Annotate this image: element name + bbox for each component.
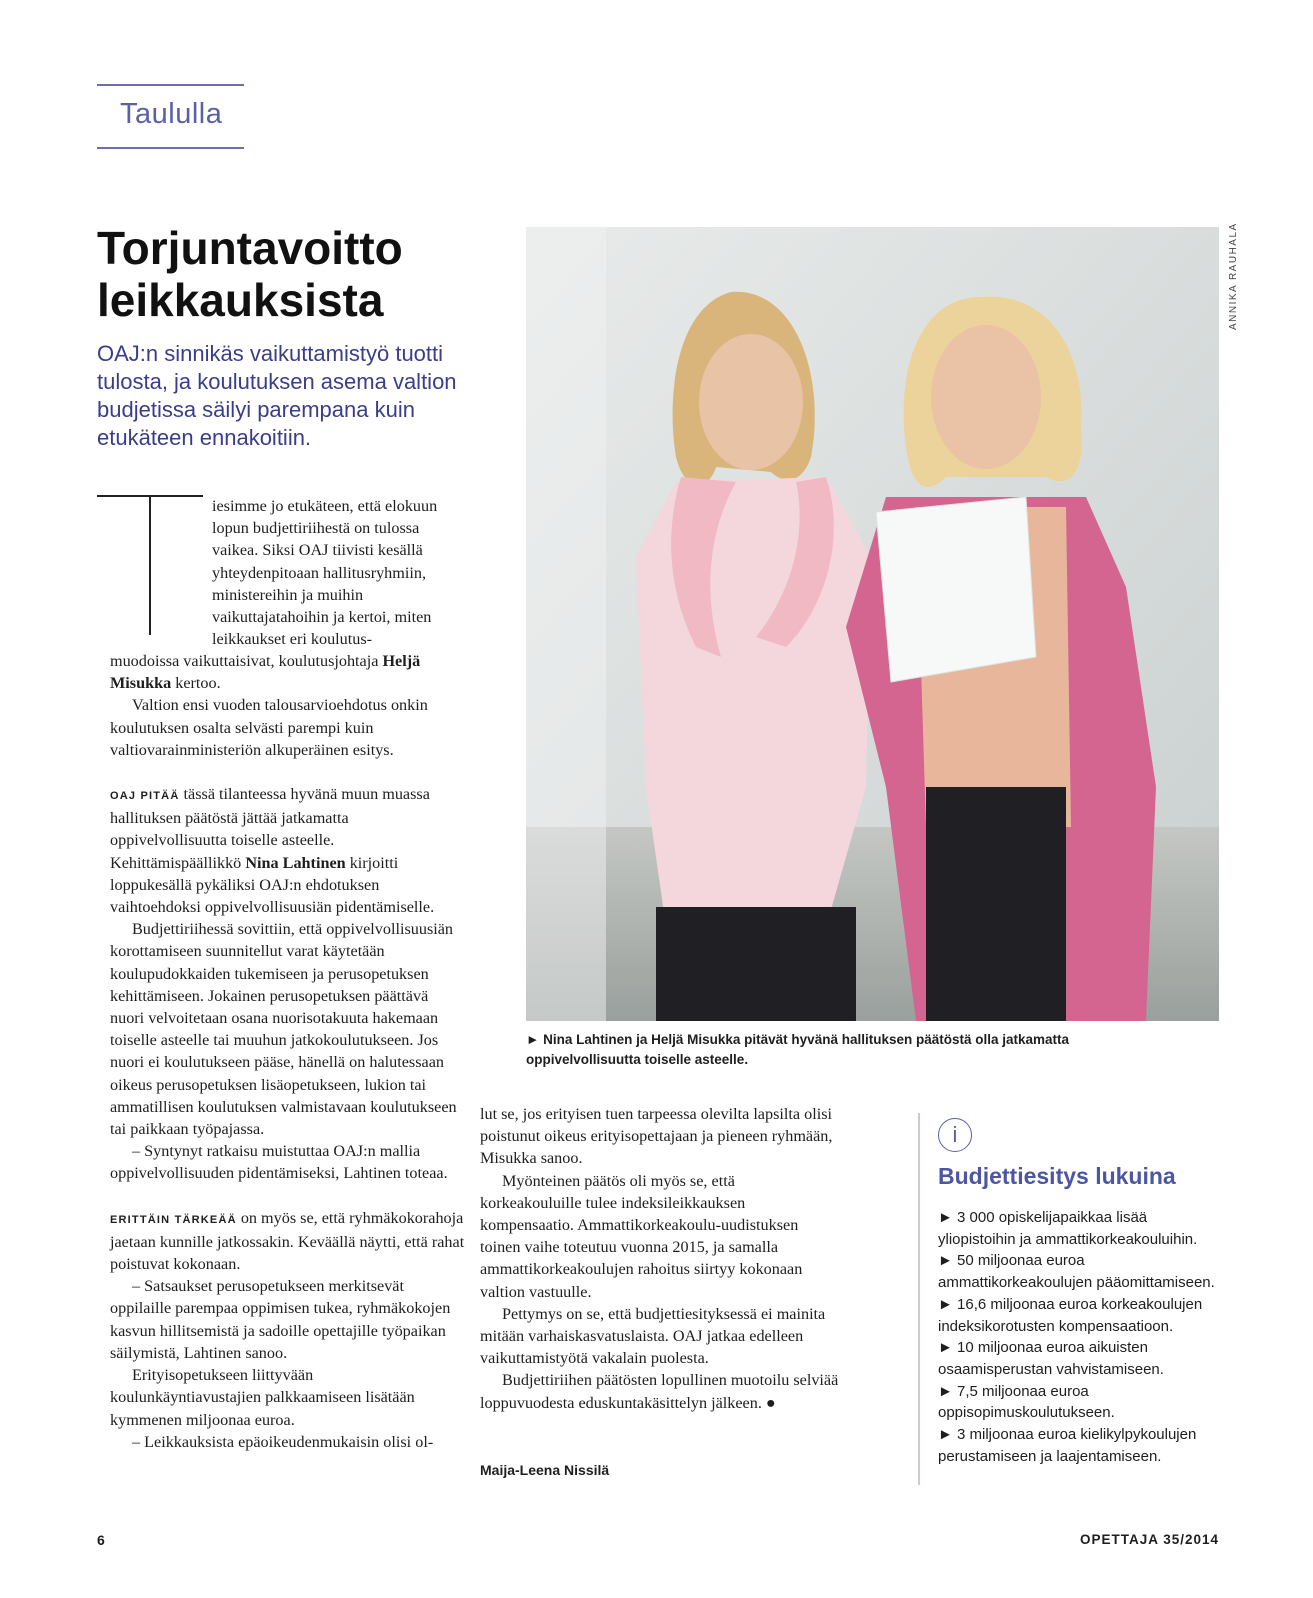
headline-line-1: Torjuntavoitto	[97, 222, 403, 274]
body-paragraph: – Syntynyt ratkaisu muistuttaa OAJ:n mallia oppivelvollisuuden pidentämiseksi, Lahtinen toteaa.	[110, 1142, 448, 1183]
section-rule-top	[97, 84, 244, 86]
body-paragraph: Pettymys on se, että budjettiesityksessä ei mainita mitään varhaiskasvatuslaista. OAJ jatkaa edelleen vaikuttamistyötä vakalain puolesta.	[480, 1304, 826, 1368]
person-name: Heljä Misukka	[110, 652, 421, 693]
body-paragraph: Budjettiriihessä sovittiin, että oppivelvollisuusiän korottamiseen suunnitellut varat käytetään koulupudokkaiden tukemiseen ja perusopetuksen kehittämiseen. Jokainen perusopetuksen päättävä nuori velvoitetaan osana nuorisotakuuta hakemaan toiselle asteelle tai muuhun jatkokoulutukseen. Jos nuori ei koulutukseen pääse, hänellä on halutessaan oikeus perusopetuksen lisäopetukseen, lukion tai ammatillisen koulutuksen valmistavaan koulutukseen tai paikkaan työpajassa.	[110, 920, 457, 1139]
section-label: Taululla	[120, 98, 223, 130]
body-paragraph: – Satsaukset perusopetukseen merkitsevät oppilaille parempaa oppimisen tukea, ryhmäkokojen kasvun hillitsemistä ja sadoille opettajille työpaikan säilymistä, Lahtinen sanoo.	[110, 1277, 451, 1362]
list-item: ► 50 miljoonaa euroa ammattikorkeakoulujen pääomittamiseen.	[938, 1252, 1215, 1292]
dropcap-bar-stem	[149, 495, 151, 635]
info-box	[918, 1113, 1218, 1485]
body-paragraph: lut se, jos erityisen tuen tarpeessa olevilta lapsilta olisi poistunut oikeus erityisopettajaan ja pieneen ryhmään, Misukka sanoo.	[480, 1105, 833, 1168]
body-paragraph: Valtion ensi vuoden talousarvioehdotus onkin koulutuksen osalta selvästi parempi kuin valtiovarainministeriön alkuperäinen esitys.	[110, 696, 428, 759]
article-headline	[97, 222, 497, 326]
body-paragraph: OAJ PITÄÄ tässä tilanteessa hyvänä muun muassa hallituksen päätöstä jättää jatkamatta oppivelvollisuutta toiselle asteelle. Kehittämispäällikkö Nina Lahtinen kirjoitti loppukesällä pykäliksi OAJ:n ehdotuksen vaihtoehdoksi oppivelvollisuusiän pidentämiselle.	[110, 785, 435, 917]
page-number: 6	[97, 1532, 105, 1548]
info-box-title: Budjettiesitys lukuina	[938, 1163, 1176, 1189]
article-lede: OAJ:n sinnikäs vaikuttamistyö tuotti tulosta, ja koulutuksen asema valtion budjetissa säilyi parempana kuin etukäteen ennakoitiin.	[97, 341, 457, 450]
photo-credit: ANNIKA RAUHALA	[1228, 222, 1239, 330]
body-column-1	[110, 650, 466, 1453]
list-item: ► 10 miljoonaa euroa aikuisten osaamisperustan vahvistamiseen.	[938, 1339, 1164, 1378]
body-column-2	[480, 1103, 840, 1414]
body-first-lines: iesimme jo etukäteen, että elokuun lopun budjettiriihestä on tulossa vaikea. Siksi OAJ tiivisti kesällä yhteydenpitoaan hallitusryhmiin, ministereihin ja muihin vaikuttajatahoihin ja kertoi, miten leikkaukset eri koulutus-	[212, 497, 438, 649]
info-box-list	[938, 1207, 1220, 1467]
body-paragraph: Erityisopetukseen liittyvään koulunkäyntiavustajien palkkaamiseen lisätään kymmenen miljoonaa euroa.	[110, 1366, 415, 1429]
body-paragraph: muodoissa vaikuttaisivat, koulutusjohtaja Heljä Misukka kertoo.	[110, 652, 421, 693]
article-photo	[526, 227, 1219, 1021]
body-paragraph: – Leikkauksista epäoikeudenmukaisin olisi ol-	[132, 1432, 434, 1451]
photo-illustration	[526, 227, 1219, 1021]
run-in-lead: OAJ PITÄÄ	[110, 790, 180, 803]
list-item: ► 3 000 opiskelijapaikkaa lisää yliopistoihin ja ammattikorkeakouluihin.	[938, 1209, 1198, 1248]
list-item: ► 3 miljoonaa euroa kielikylpykoulujen perustamiseen ja laajentamiseen.	[938, 1426, 1197, 1465]
run-in-lead: ERITTÄIN TÄRKEÄÄ	[110, 1213, 237, 1226]
end-mark: ●	[765, 1393, 776, 1412]
byline: Maija-Leena Nissilä	[480, 1462, 610, 1478]
list-item: ► 7,5 miljoonaa euroa oppisopimuskoulutukseen.	[938, 1382, 1115, 1422]
person-name: Nina Lahtinen	[245, 853, 346, 872]
list-item: ► 16,6 miljoonaa euroa korkeakoulujen indeksikorotusten kompensaatioon.	[938, 1295, 1203, 1335]
body-paragraph: ERITTÄIN TÄRKEÄÄ on myös se, että ryhmäkokorahoja jaetaan kunnille jatkossakin. Keväällä näytti, että rahat poistuvat kokonaan.	[110, 1208, 465, 1274]
dropcap-letter-t	[97, 495, 203, 645]
photo-caption: ► Nina Lahtinen ja Heljä Misukka pitävät hyvänä hallituksen päätöstä olla jatkamatta oppivelvollisuutta toiselle asteelle.	[526, 1032, 1070, 1067]
publication-footer: OPETTAJA 35/2014	[1080, 1532, 1220, 1547]
section-rule-bottom	[97, 147, 244, 149]
info-box-rule	[918, 1113, 920, 1485]
body-paragraph: Budjettiriihen päätösten lopullinen muotoilu selviää loppuvuodesta eduskuntakäsittelyn jälkeen. ●	[480, 1371, 839, 1412]
body-paragraph: Myönteinen päätös oli myös se, että korkeakouluille tulee indeksileikkauksen kompensaatio. Ammattikorkeakoulu-uudistuksen toinen vaihe toteutuu vuonna 2015, ja samalla ammattikorkeakoulujen rahoitus siirtyy kokonaan valtion vastuulle.	[480, 1171, 803, 1301]
headline-line-2: leikkauksista	[97, 274, 384, 326]
info-icon: i	[938, 1118, 972, 1152]
